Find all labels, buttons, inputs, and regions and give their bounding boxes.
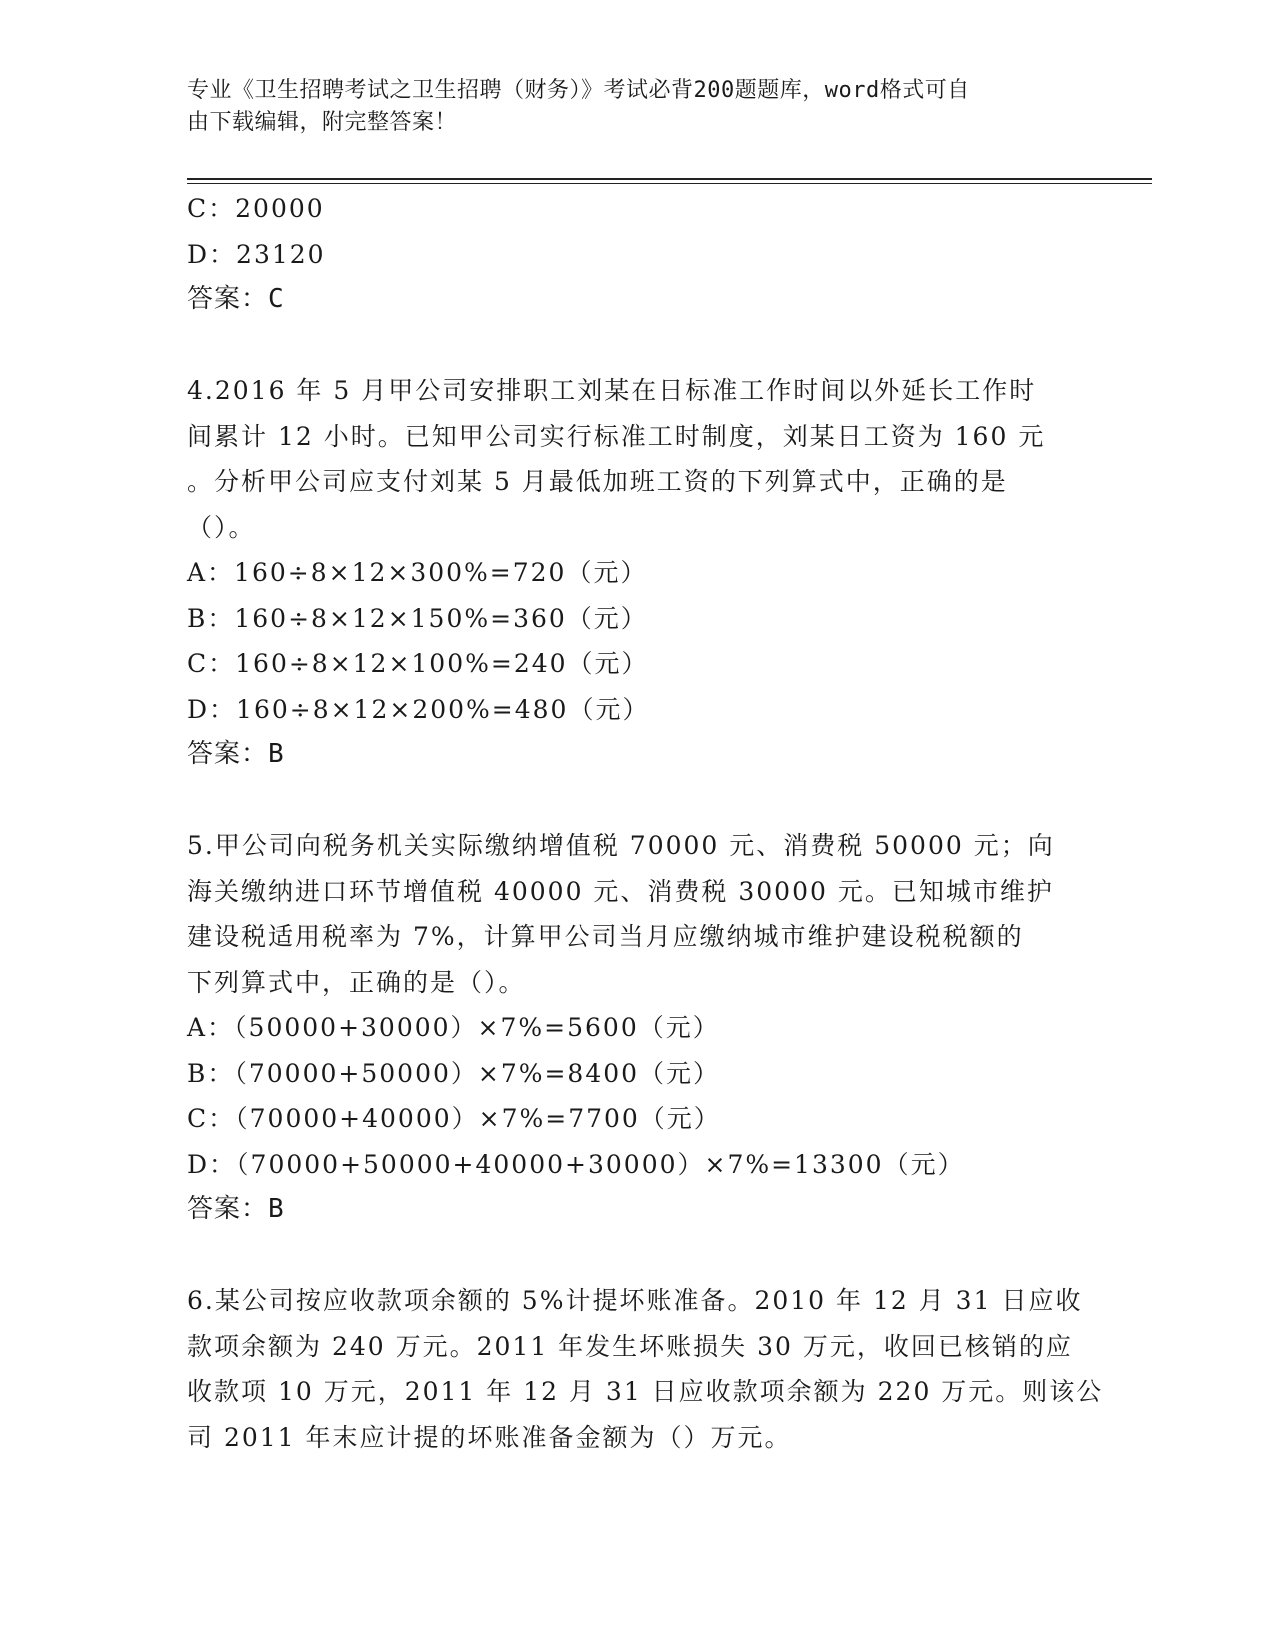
option-b: B：160÷8×12×150%=360（元） [187,603,648,633]
question-stem-line: （）。 [187,512,256,542]
option-d: D：（70000+50000+40000+30000）×7%=13300（元） [187,1149,965,1179]
option-c: C：（70000+40000）×7%=7700（元） [187,1104,721,1133]
header-line-1: 专业《卫生招聘考试之卫生招聘（财务）》考试必背200题题库，word格式可自 [187,78,970,103]
question-stem-line: 款项余额为 240 万元。2011 年发生坏账损失 30 万元，收回已核销的应 [187,1331,1073,1361]
question-stem-line: 收款项 10 万元，2011 年 12 月 31 日应收款项余额为 220 万元。则该公 [187,1377,1104,1406]
answer-line: 答案：B [187,739,285,769]
option-b: B：（70000+50000）×7%=8400（元） [187,1058,721,1088]
question-stem-line: 间累计 12 小时。已知甲公司实行标准工时制度，刘某日工资为 160 元 [187,421,1046,451]
question-stem-line: 建设税适用税率为 7%，计算甲公司当月应缴纳城市维护建设税税额的 [187,922,1024,951]
question-3-tail [187,186,1077,323]
answer-line: 答案：C [187,284,285,314]
question-stem-line: 5.甲公司向税务机关实际缴纳增值税 70000 元、消费税 50000 元；向 [187,831,1055,860]
header-line-2: 由下载编辑，附完整答案！ [187,110,458,135]
question-stem-line: 下列算式中，正确的是（）。 [187,967,526,997]
question-stem-line: 。分析甲公司应支付刘某 5 月最低加班工资的下列算式中，正确的是 [187,467,1008,496]
spacer [187,323,1077,369]
option-c: C：160÷8×12×100%=240（元） [187,649,649,678]
header-rule-thick [187,178,1152,180]
question-content [187,186,1104,1460]
option-a: A：（50000+30000）×7%=5600（元） [187,1013,720,1042]
option-c: C：20000 [187,194,325,223]
question-stem-line: 4.2016 年 5 月甲公司安排职工刘某在日标准工作时间以外延长工作时 [187,376,1037,405]
option-a: A：160÷8×12×300%=720（元） [187,558,648,587]
spacer [187,778,1077,824]
question-5 [187,823,1077,1233]
document-header [187,75,1067,139]
header-rule-thin [187,183,1152,184]
spacer [187,1233,1077,1279]
question-6 [187,1278,1104,1460]
answer-line: 答案：B [187,1194,285,1224]
question-stem-line: 6.某公司按应收款项余额的 5%计提坏账准备。2010 年 12 月 31 日应收 [187,1286,1083,1315]
question-stem-line: 海关缴纳进口环节增值税 40000 元、消费税 30000 元。已知城市维护 [187,876,1054,906]
question-stem-line: 司 2011 年末应计提的坏账准备金额为（）万元。 [187,1422,792,1452]
option-d: D：23120 [187,239,326,269]
question-4 [187,368,1077,778]
option-d: D：160÷8×12×200%=480（元） [187,694,650,724]
